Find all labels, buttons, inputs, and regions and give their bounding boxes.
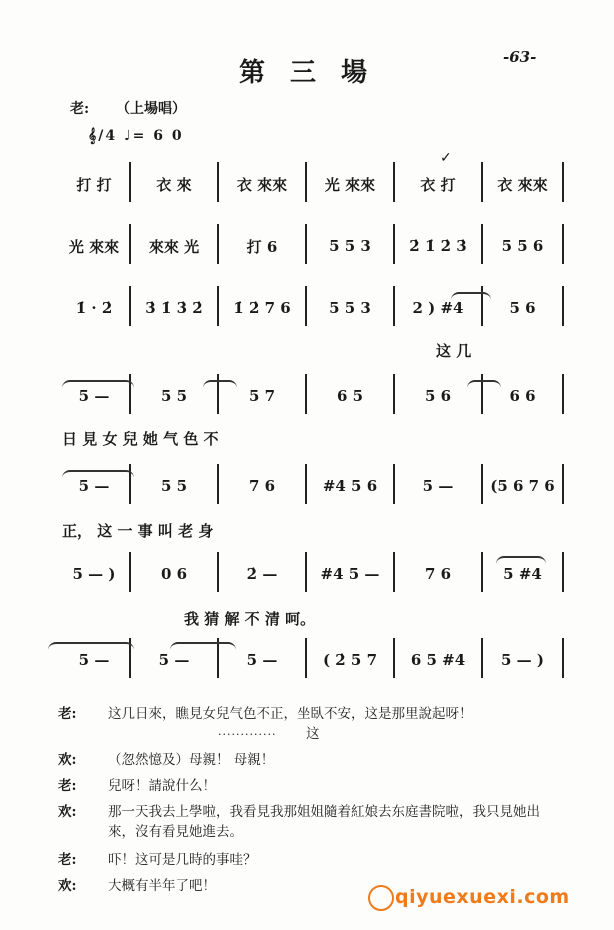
measure: 1̇ · 2̇	[75, 299, 113, 317]
bar-line	[305, 224, 307, 264]
slur	[467, 380, 501, 388]
intro-role: 老:	[70, 101, 90, 117]
measure: 5 7	[248, 387, 276, 405]
intro-line	[70, 98, 186, 118]
measure: 5 6	[509, 299, 536, 317]
slur	[62, 380, 134, 388]
measure: 打 6	[246, 237, 278, 256]
measure: 5 6	[424, 387, 452, 405]
bar-line	[562, 552, 564, 592]
score-row	[58, 170, 563, 198]
dialogue-text: 兒呀！請說什么！	[108, 778, 216, 794]
measure: 5 —	[246, 651, 278, 669]
measure: 衣 來來	[236, 175, 288, 194]
watermark: qiyuexuexi.com	[395, 886, 570, 908]
measure: 3̇ 1̇ 3̇ 2̇	[145, 299, 203, 317]
speaker: 老:	[58, 852, 77, 868]
bar-line	[217, 224, 219, 264]
bar-line	[217, 162, 219, 202]
slur	[48, 642, 134, 650]
dialogue-line	[58, 850, 568, 870]
bar-line	[305, 162, 307, 202]
bar-line	[305, 638, 307, 678]
measure: 5 5	[160, 387, 188, 405]
measure: 7 6	[424, 565, 452, 583]
bar-line	[305, 552, 307, 592]
bar-line	[481, 162, 483, 202]
measure: (5 6 7 6	[490, 477, 555, 495]
bar-line	[481, 464, 483, 504]
slur	[203, 380, 237, 388]
bar-line	[562, 464, 564, 504]
bar-line	[393, 224, 395, 264]
score-row	[58, 232, 563, 260]
dotted-leader: ·············	[218, 728, 277, 741]
measure: 5 — )	[72, 565, 116, 583]
slur	[62, 470, 134, 478]
speaker: 老:	[58, 706, 77, 722]
measure: 5 5 3	[329, 237, 371, 255]
bar-line	[481, 638, 483, 678]
speaker: 欢:	[58, 804, 77, 820]
stage-direction: （上場唱）	[116, 101, 187, 117]
measure: 衣 打	[420, 175, 456, 194]
dialogue-line	[306, 724, 346, 744]
measure: 打 打	[76, 175, 112, 194]
bar-line	[129, 224, 131, 264]
slur	[170, 642, 236, 650]
measure: 5 5	[160, 477, 188, 495]
slur	[496, 556, 546, 564]
score-row	[58, 646, 563, 674]
dialogue-text: 那一天我去上學啦，我看見我那姐姐隨着紅娘去东庭書院啦，我只見她出來，沒有看見她進去。	[108, 804, 540, 840]
dialogue-line	[58, 704, 568, 724]
measure: 光 來來	[324, 175, 376, 194]
measure: 光 來來	[68, 237, 120, 256]
bar-line	[481, 224, 483, 264]
bar-line	[393, 638, 395, 678]
measure: #4 5 6	[322, 477, 378, 495]
bar-line	[129, 552, 131, 592]
measure: 6 5 #4	[410, 651, 466, 669]
speaker: 欢:	[58, 752, 77, 768]
dialogue-line	[58, 750, 568, 770]
measure: 1̇ 2̇ 7 6	[233, 299, 291, 317]
lyric-line-4: 我 猜 解 不 清 呵。	[184, 610, 316, 628]
measure: 衣 來來	[497, 175, 548, 194]
check-mark: ✓	[440, 150, 452, 166]
measure: 0 6	[160, 565, 188, 583]
measure: 5 —	[158, 651, 190, 669]
bar-line	[217, 552, 219, 592]
measure: #4 5 —	[320, 565, 380, 583]
bar-line	[562, 638, 564, 678]
bar-line	[393, 464, 395, 504]
dialogue-text: 吓！这可是几時的事哇？	[108, 852, 257, 868]
dialogue-line	[58, 776, 568, 796]
speaker: 老:	[58, 778, 77, 794]
lyric-line-1: 这 几	[436, 342, 472, 360]
slur	[451, 292, 491, 300]
measure: 5 — )	[501, 651, 544, 669]
logo-icon	[368, 885, 394, 911]
page-number: -63-	[503, 48, 537, 66]
dialogue-text: （忽然憶及）母親！ 母親！	[108, 752, 275, 768]
measure: ( 2̇ 5 7	[322, 651, 378, 669]
dialogue-text: 这	[306, 726, 320, 742]
lyric-line-3: 正， 这 一 事 叫 老 身	[62, 522, 214, 540]
measure: 2̇ —	[246, 565, 278, 583]
measure: 5 #4	[503, 565, 542, 583]
bar-line	[562, 374, 564, 414]
lyric-line-2: 日 見 女 兒 她 气 色 不	[62, 430, 219, 448]
bar-line	[393, 374, 395, 414]
measure: 5 —	[78, 651, 110, 669]
measure: 2̇ 1̇ 2̇ 3̇	[409, 237, 467, 255]
bar-line	[305, 464, 307, 504]
bar-line	[305, 374, 307, 414]
bar-line	[217, 464, 219, 504]
measure: 衣 來	[156, 175, 192, 194]
measure: 來來 光	[148, 237, 200, 256]
measure: 5 —	[78, 387, 110, 405]
bar-line	[217, 286, 219, 326]
dialogue-line	[58, 802, 568, 842]
bar-line	[393, 286, 395, 326]
speaker: 欢:	[58, 878, 77, 894]
dialogue-text: 这几日來，瞧見女兒气色不正，坐臥不安，这是那里說起呀！	[108, 706, 473, 722]
tempo-marking: 𝄞/4 ♩= 6 0	[88, 128, 184, 144]
measure: 7 6	[248, 477, 276, 495]
bar-line	[129, 162, 131, 202]
score-row	[58, 560, 563, 588]
bar-line	[481, 552, 483, 592]
bar-line	[562, 224, 564, 264]
measure: 5 —	[422, 477, 454, 495]
bar-line	[562, 162, 564, 202]
dialogue-text: 大概有半年了吧！	[108, 878, 216, 894]
bar-line	[393, 162, 395, 202]
measure: 5 5 6	[501, 237, 544, 255]
bar-line	[393, 552, 395, 592]
measure: 2 ) #4	[412, 299, 464, 317]
bar-line	[305, 286, 307, 326]
bar-line	[129, 286, 131, 326]
measure: 6 6	[509, 387, 536, 405]
measure: 5 —	[78, 477, 110, 495]
measure: 5 5 3	[329, 299, 371, 317]
bar-line	[562, 286, 564, 326]
dialogue-line	[58, 876, 358, 896]
measure: 6 5	[336, 387, 364, 405]
page-title: 第 三 場	[238, 58, 376, 88]
